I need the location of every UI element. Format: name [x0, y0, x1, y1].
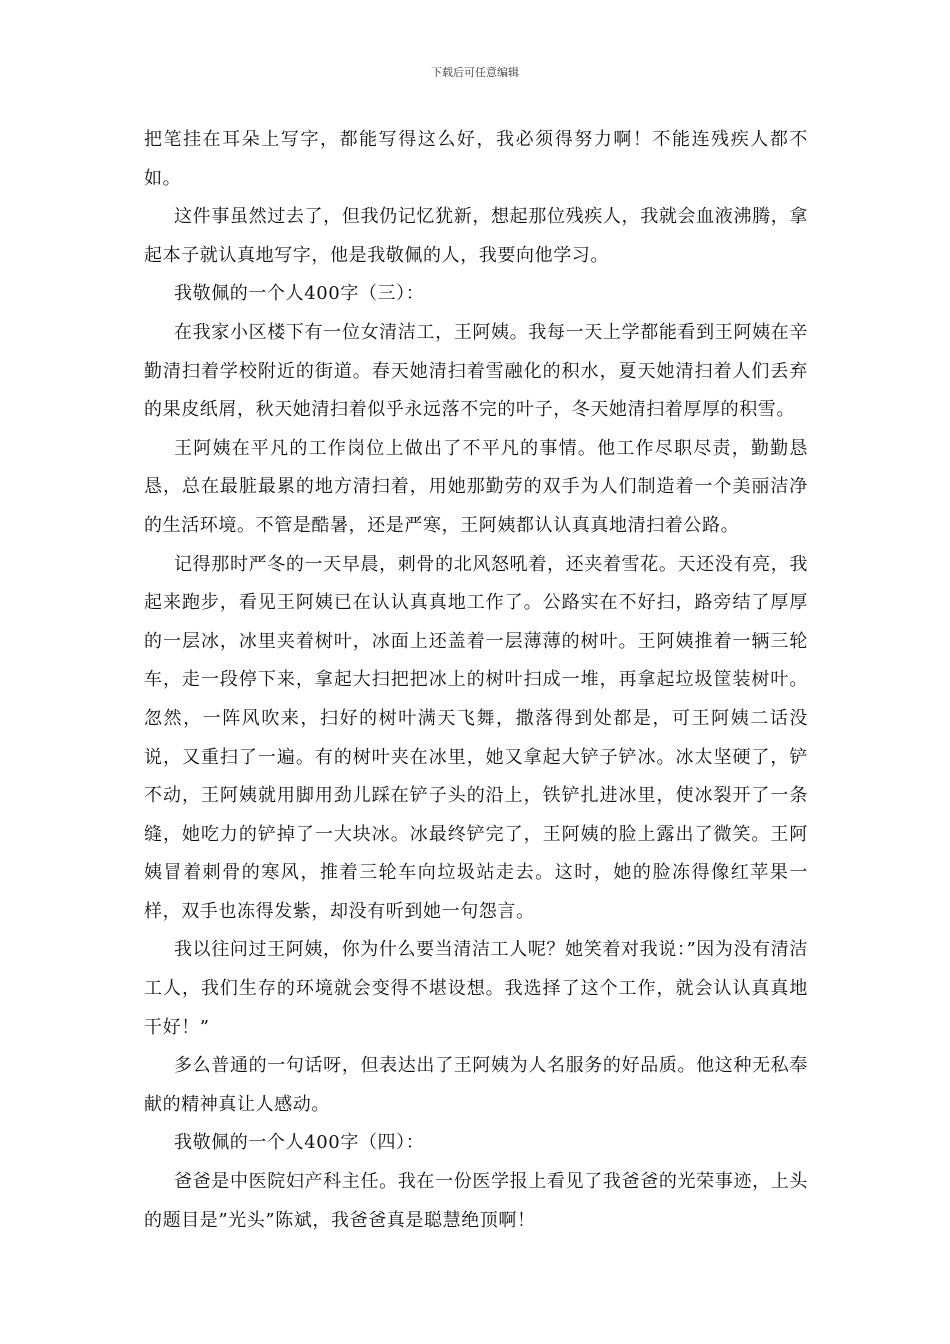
paragraph: 记得那时严冬的一天早晨，刺骨的北风怒吼着，还夹着雪花。天还没有亮，我起来跑步，看见王阿姨已在认认真真地工作了。公路实在不好扫，路旁结了厚厚的一层冰，冰里夹着树叶，冰面上还盖着一层薄薄的树叶。王阿姨推着一辆三轮车，走一段停下来，拿起大扫把把冰上的树叶扫成一堆，再拿起垃圾筐装树叶。忽然，一阵风吹来，扫好的树叶满天飞舞，撒落得到处都是，可王阿姨二话没说，又重扫了一遍。有的树叶夹在冰里，她又拿起大铲子铲冰。冰太坚硬了，铲不动，王阿姨就用脚用劲儿踩在铲子头的沿上，铁铲扎进冰里，使冰裂开了一条缝，她吃力的铲掉了一大块冰。冰最终铲完了，王阿姨的脸上露出了微笑。王阿姨冒着刺骨的寒风，推着三轮车向垃圾站走去。这时，她的脸冻得像红苹果一样，双手也冻得发紫，却没有听到她一句怨言。 [144, 553, 808, 922]
page-header-note: 下载后可任意编辑 [431, 66, 519, 79]
section-heading: 我敬佩的一个人400字（三）： [174, 283, 425, 305]
paragraph: 这件事虽然过去了，但我仍记忆犹新，想起那位残疾人，我就会血液沸腾，拿起本子就认真地写字，他是我敬佩的人，我要向他学习。 [144, 206, 808, 266]
paragraph: 把笔挂在耳朵上写字，都能写得这么好，我必须得努力啊！不能连残疾人都不如。 [144, 129, 808, 189]
paragraph: 在我家小区楼下有一位女清洁工，王阿姨。我每一天上学都能看到王阿姨在辛勤清扫着学校附近的街道。春天她清扫着雪融化的积水，夏天她清扫着人们丢弃的果皮纸屑，秋天她清扫着似乎永远落不完的叶子，冬天她清扫着厚厚的积雪。 [144, 321, 808, 421]
document-body [144, 121, 808, 1240]
section-heading: 我敬佩的一个人400字（四）： [174, 1132, 425, 1154]
paragraph: 多么普通的一句话呀，但表达出了王阿姨为人名服务的好品质。他这种无私奉献的精神真让人感动。 [144, 1055, 808, 1115]
paragraph: 我以往问过王阿姨，你为什么要当清洁工人呢？她笑着对我说：”因为没有清洁工人，我们生存的环境就会变得不堪设想。我选择了这个工作，就会认认真真地干好！” [144, 939, 808, 1038]
paragraph: 王阿姨在平凡的工作岗位上做出了不平凡的事情。他工作尽职尽责，勤勤恳恳，总在最脏最累的地方清扫着，用她那勤劳的双手为人们制造着一个美丽洁净的生活环境。不管是酷暑，还是严寒，王阿姨都认认真真地清扫着公路。 [144, 437, 808, 536]
paragraph: 爸爸是中医院妇产科主任。我在一份医学报上看见了我爸爸的光荣事迹，上头的题目是”光头”陈斌，我爸爸真是聪慧绝顶啊！ [144, 1171, 808, 1231]
